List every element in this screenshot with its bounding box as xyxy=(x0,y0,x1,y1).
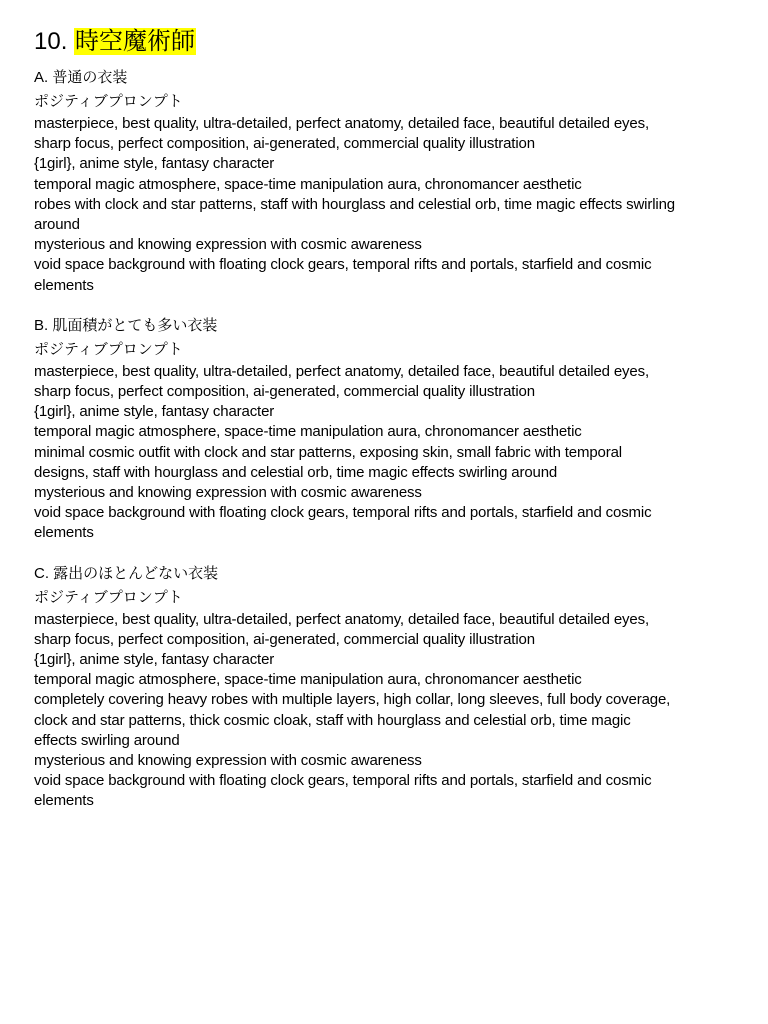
prompt-line: temporal magic atmosphere, space-time manipulation aura, chronomancer aesthetic xyxy=(34,671,582,689)
title-highlighted-text: 時空魔術師 xyxy=(75,28,196,55)
section-b xyxy=(34,316,754,544)
prompt-line: masterpiece, best quality, ultra-detailed, perfect anatomy, detailed face, beautiful detailed eyes, xyxy=(34,610,649,628)
prompt-line: {1girl}, anime style, fantasy character xyxy=(34,155,275,173)
section-subheading: ポジティブプロンプト xyxy=(34,588,183,606)
sections-container xyxy=(34,68,754,812)
prompt-line: elements xyxy=(34,524,94,542)
page-title xyxy=(34,26,754,58)
prompt-line: effects swirling around xyxy=(34,731,180,749)
section-subheading: ポジティブプロンプト xyxy=(34,340,183,358)
prompt-line: void space background with floating clock gears, temporal rifts and portals, starfield and cosmic xyxy=(34,256,652,274)
prompt-line: void space background with floating clock gears, temporal rifts and portals, starfield and cosmic xyxy=(34,504,652,522)
prompt-line: mysterious and knowing expression with cosmic awareness xyxy=(34,236,422,254)
section-a xyxy=(34,68,754,296)
prompt-line: temporal magic atmosphere, space-time manipulation aura, chronomancer aesthetic xyxy=(34,175,582,193)
title-number: 10. xyxy=(34,28,75,55)
section-c xyxy=(34,564,754,812)
section-heading: B. 肌面積がとても多い衣装 xyxy=(34,316,218,334)
prompt-line: masterpiece, best quality, ultra-detailed, perfect anatomy, detailed face, beautiful detailed eyes, xyxy=(34,362,649,380)
prompt-line: elements xyxy=(34,276,94,294)
prompt-line: sharp focus, perfect composition, ai-generated, commercial quality illustration xyxy=(34,630,535,648)
prompt-line: mysterious and knowing expression with cosmic awareness xyxy=(34,752,422,770)
prompt-line: elements xyxy=(34,792,94,810)
prompt-line: void space background with floating clock gears, temporal rifts and portals, starfield and cosmic xyxy=(34,772,652,790)
prompt-line: masterpiece, best quality, ultra-detailed, perfect anatomy, detailed face, beautiful detailed eyes, xyxy=(34,115,649,132)
section-heading: A. 普通の衣装 xyxy=(34,69,128,86)
prompt-line: designs, staff with hourglass and celestial orb, time magic effects swirling around xyxy=(34,463,558,481)
section-heading: C. 露出のほとんどない衣装 xyxy=(34,564,219,582)
prompt-line: sharp focus, perfect composition, ai-generated, commercial quality illustration xyxy=(34,383,535,401)
prompt-line: temporal magic atmosphere, space-time manipulation aura, chronomancer aesthetic xyxy=(34,423,582,441)
prompt-line: robes with clock and star patterns, staff with hourglass and celestial orb, time magic effects swirling xyxy=(34,195,675,213)
prompt-line: completely covering heavy robes with multiple layers, high collar, long sleeves, full body coverage, xyxy=(34,691,671,709)
prompt-line: mysterious and knowing expression with cosmic awareness xyxy=(34,484,422,502)
prompt-line: {1girl}, anime style, fantasy character xyxy=(34,403,275,421)
section-subheading: ポジティブプロンプト xyxy=(34,93,183,110)
prompt-line: sharp focus, perfect composition, ai-generated, commercial quality illustration xyxy=(34,135,535,153)
prompt-line: clock and star patterns, thick cosmic cloak, staff with hourglass and celestial orb, time magic xyxy=(34,711,631,729)
prompt-line: minimal cosmic outfit with clock and star patterns, exposing skin, small fabric with temporal xyxy=(34,443,622,461)
prompt-line: around xyxy=(34,216,80,234)
document-page xyxy=(34,26,754,832)
prompt-line: {1girl}, anime style, fantasy character xyxy=(34,651,275,669)
